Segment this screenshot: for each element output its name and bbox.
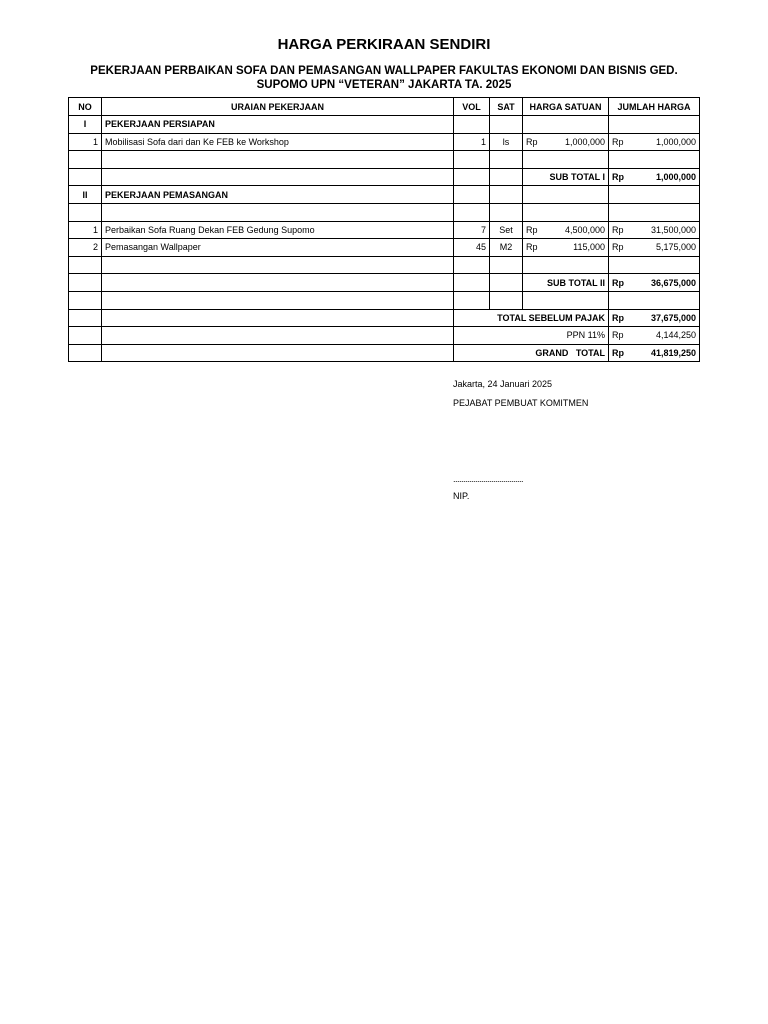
subtotal-row — [69, 168, 700, 186]
item-unit: Set — [490, 221, 523, 239]
empty-cell — [102, 151, 454, 169]
empty-cell — [69, 203, 102, 221]
empty-row — [69, 151, 700, 169]
subtotal-value: 36,675,000 — [650, 277, 696, 288]
empty-cell — [609, 116, 700, 134]
empty-cell — [102, 203, 454, 221]
subtitle-line-1: PEKERJAAN PERBAIKAN SOFA DAN PEMASANGAN WALLPAPER FAKULTAS EKONOMI DAN BISNIS GED. — [90, 65, 678, 77]
currency-label: Rp — [612, 348, 624, 359]
total-before-tax-value: 37,675,000 — [650, 312, 696, 323]
subtotal-label: SUB TOTAL I — [523, 168, 609, 186]
currency-label: Rp — [612, 172, 624, 183]
unit-price-value: 4,500,000 — [564, 224, 605, 235]
empty-cell — [454, 256, 490, 274]
total-value: 5,175,000 — [655, 242, 696, 253]
total-value: 31,500,000 — [650, 224, 696, 235]
col-header-harga-satuan: HARGA SATUAN — [523, 98, 609, 116]
signature-place-date: Jakarta, 24 Januari 2025 — [453, 379, 553, 389]
currency-label: Rp — [612, 277, 624, 288]
empty-row — [69, 203, 700, 221]
empty-cell — [454, 291, 490, 309]
empty-cell — [69, 309, 102, 327]
empty-cell — [490, 203, 523, 221]
item-number: 2 — [69, 239, 102, 257]
empty-cell — [523, 256, 609, 274]
table-row — [69, 133, 700, 151]
section-title: PEKERJAAN PERSIAPAN — [102, 116, 454, 134]
empty-cell — [69, 274, 102, 292]
item-volume: 45 — [454, 239, 490, 257]
empty-cell — [523, 116, 609, 134]
subtotal-label: SUB TOTAL II — [523, 274, 609, 292]
empty-cell — [69, 256, 102, 274]
empty-cell — [490, 291, 523, 309]
total-value: 1,000,000 — [655, 136, 696, 147]
item-total — [609, 221, 700, 239]
section-number: I — [69, 116, 102, 134]
empty-cell — [523, 203, 609, 221]
item-volume: 1 — [454, 133, 490, 151]
signature-name-line: ................................... — [453, 474, 524, 484]
empty-cell — [609, 291, 700, 309]
item-description: Perbaikan Sofa Ruang Dekan FEB Gedung Supomo — [102, 221, 454, 239]
section-title: PEKERJAAN PEMASANGAN — [102, 186, 454, 204]
item-number: 1 — [69, 221, 102, 239]
col-header-sat: SAT — [490, 98, 523, 116]
empty-cell — [102, 344, 454, 362]
empty-cell — [69, 291, 102, 309]
empty-cell — [609, 151, 700, 169]
section-row — [69, 116, 700, 134]
item-unit-price — [523, 239, 609, 257]
item-total — [609, 133, 700, 151]
empty-cell — [523, 151, 609, 169]
currency-label: Rp — [612, 224, 624, 235]
section-number: II — [69, 186, 102, 204]
unit-price-value: 1,000,000 — [564, 136, 605, 147]
empty-cell — [609, 203, 700, 221]
item-unit-price — [523, 221, 609, 239]
subtotal-row — [69, 274, 700, 292]
currency-label: Rp — [612, 330, 624, 341]
subtotal-value: 1,000,000 — [655, 172, 696, 183]
empty-cell — [102, 256, 454, 274]
currency-label: Rp — [526, 136, 538, 147]
grand-total-row — [69, 344, 700, 362]
subtitle-line-2: SUPOMO UPN “VETERAN” JAKARTA TA. 2025 — [256, 79, 512, 91]
empty-cell — [102, 309, 454, 327]
item-total — [609, 239, 700, 257]
table-header-row — [69, 98, 700, 116]
document-title: HARGA PERKIRAAN SENDIRI — [277, 36, 491, 53]
empty-cell — [490, 168, 523, 186]
empty-row — [69, 291, 700, 309]
ppn-value: 4,144,250 — [655, 330, 696, 341]
item-number: 1 — [69, 133, 102, 151]
empty-cell — [490, 186, 523, 204]
item-unit: ls — [490, 133, 523, 151]
empty-cell — [102, 291, 454, 309]
empty-cell — [454, 203, 490, 221]
empty-cell — [454, 151, 490, 169]
grand-total-label: GRAND TOTAL — [454, 344, 609, 362]
empty-cell — [69, 344, 102, 362]
item-volume: 7 — [454, 221, 490, 239]
grand-total-amount — [609, 344, 700, 362]
total-before-tax-label: TOTAL SEBELUM PAJAK — [454, 309, 609, 327]
empty-cell — [454, 186, 490, 204]
empty-cell — [490, 151, 523, 169]
item-unit-price — [523, 133, 609, 151]
table-row — [69, 239, 700, 257]
item-description: Pemasangan Wallpaper — [102, 239, 454, 257]
empty-cell — [69, 168, 102, 186]
ppn-label: PPN 11% — [454, 327, 609, 345]
currency-label: Rp — [612, 136, 624, 147]
empty-row — [69, 256, 700, 274]
unit-price-value: 115,000 — [573, 242, 605, 253]
table-row — [69, 221, 700, 239]
item-description: Mobilisasi Sofa dari dan Ke FEB ke Workshop — [102, 133, 454, 151]
col-header-vol: VOL — [454, 98, 490, 116]
section-row — [69, 186, 700, 204]
signature-role: PEJABAT PEMBUAT KOMITMEN — [453, 398, 589, 408]
empty-cell — [523, 186, 609, 204]
empty-cell — [490, 274, 523, 292]
ppn-row — [69, 327, 700, 345]
empty-cell — [454, 168, 490, 186]
empty-cell — [490, 116, 523, 134]
currency-label: Rp — [526, 224, 538, 235]
col-header-uraian: URAIAN PEKERJAAN — [102, 98, 454, 116]
empty-cell — [609, 186, 700, 204]
empty-cell — [102, 327, 454, 345]
empty-cell — [523, 291, 609, 309]
currency-label: Rp — [526, 242, 538, 253]
empty-cell — [609, 256, 700, 274]
item-unit: M2 — [490, 239, 523, 257]
total-before-tax-amount — [609, 309, 700, 327]
empty-cell — [454, 274, 490, 292]
subtotal-amount — [609, 168, 700, 186]
empty-cell — [69, 327, 102, 345]
ppn-amount — [609, 327, 700, 345]
grand-total-value: 41,819,250 — [650, 348, 696, 359]
subtotal-amount — [609, 274, 700, 292]
empty-cell — [490, 256, 523, 274]
currency-label: Rp — [612, 242, 624, 253]
empty-cell — [69, 151, 102, 169]
total-before-tax-row — [69, 309, 700, 327]
document-subtitle — [70, 64, 698, 92]
empty-cell — [454, 116, 490, 134]
col-header-no: NO — [69, 98, 102, 116]
empty-cell — [102, 168, 454, 186]
empty-cell — [102, 274, 454, 292]
currency-label: Rp — [612, 312, 624, 323]
price-estimate-table — [68, 97, 700, 362]
col-header-jumlah-harga: JUMLAH HARGA — [609, 98, 700, 116]
signature-nip: NIP. — [453, 491, 470, 501]
